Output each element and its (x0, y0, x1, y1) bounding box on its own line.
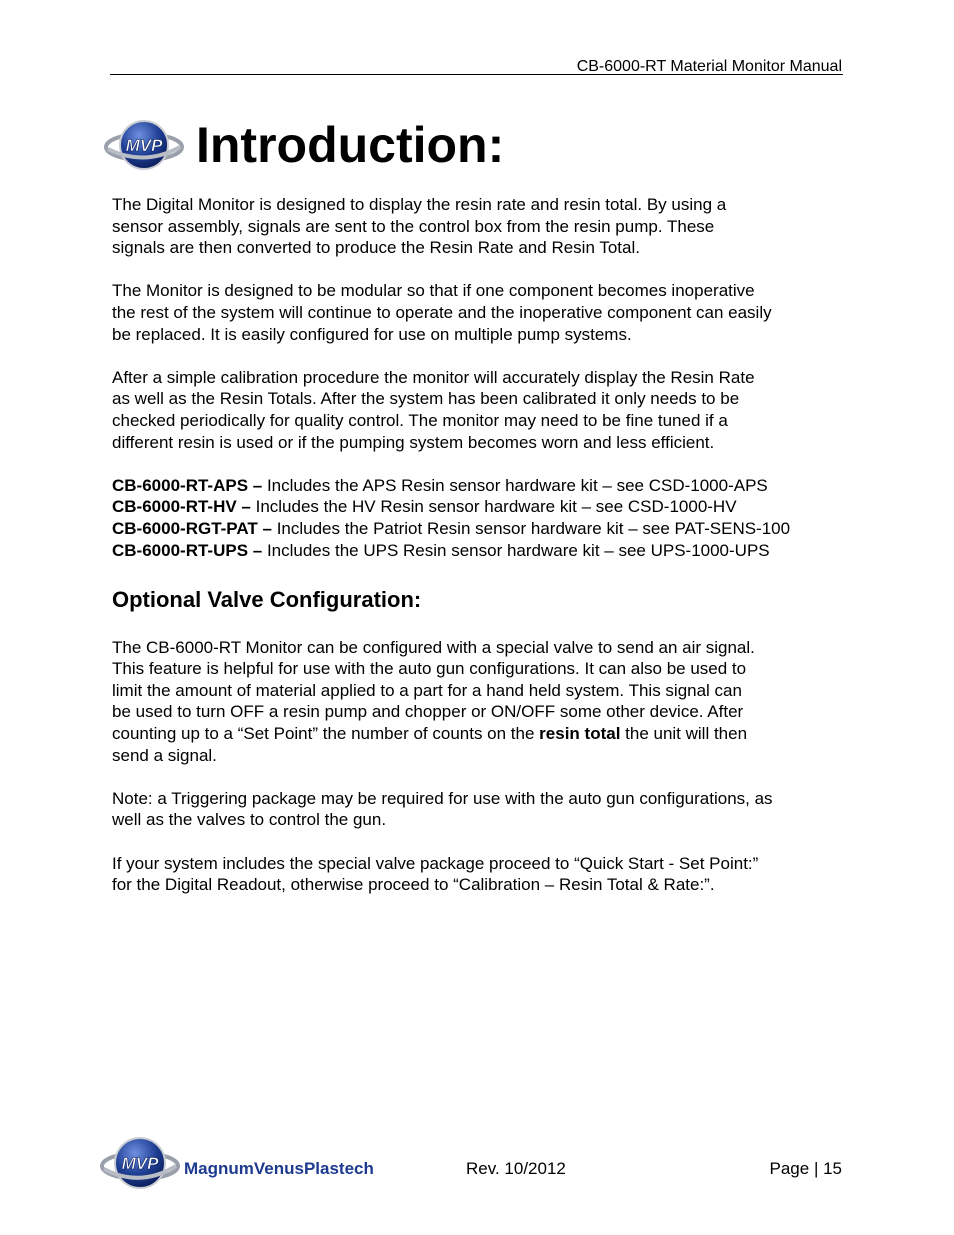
text-line: for the Digital Readout, otherwise proceed to “Calibration – Resin Total & Rate:”. (112, 875, 715, 895)
text-line: sensor assembly, signals are sent to the control box from the resin pump. These (112, 216, 715, 236)
model-description: Includes the Patriot Resin sensor hardware kit – see PAT-SENS-100 (271, 518, 791, 538)
note-paragraph (112, 788, 872, 831)
model-description: Includes the UPS Resin sensor hardware kit – see UPS-1000-UPS (262, 540, 770, 560)
magnum-venus-plastech-logo (100, 1132, 390, 1194)
title-row (104, 112, 504, 178)
text-run: counting up to a “Set Point” the number of counts on the (112, 724, 540, 744)
text-line: After a simple calibration procedure the monitor will accurately display the Resin Rate (112, 367, 755, 387)
logo-badge-text: MVP (125, 136, 163, 155)
model-item (112, 496, 872, 518)
page-title: Introduction: (196, 117, 505, 173)
text-line: be replaced. It is easily configured for use on multiple pump systems. (112, 324, 632, 344)
text-line: checked periodically for quality control. The monitor may need to be fine tuned if a (112, 410, 728, 430)
text-line: send a signal. (112, 745, 217, 765)
intro-paragraph-2 (112, 280, 872, 345)
body-content (112, 194, 872, 917)
page-number: Page | 15 (769, 1159, 842, 1178)
text-line: the rest of the system will continue to operate and the inoperative component can easily (112, 302, 772, 322)
intro-paragraph-1 (112, 194, 872, 259)
section-heading: Optional Valve Configuration: (112, 586, 422, 612)
text-line: The CB-6000-RT Monitor can be configured with a special valve to send an air signal. (112, 637, 755, 657)
model-code: CB-6000-RT-HV – (112, 497, 251, 517)
logo-badge-text: MVP (121, 1154, 159, 1173)
header-rule (110, 74, 843, 75)
text-line: This feature is helpful for use with the auto gun configurations. It can also be used to (112, 659, 747, 679)
model-code: CB-6000-RGT-PAT – (112, 518, 272, 538)
model-description: Includes the HV Resin sensor hardware kit – see CSD-1000-HV (250, 497, 737, 517)
text-line: limit the amount of material applied to a part for a hand held system. This signal can (112, 680, 742, 700)
model-description: Includes the APS Resin sensor hardware kit – see CSD-1000-APS (262, 475, 768, 495)
model-item (112, 475, 872, 497)
intro-paragraph-3 (112, 367, 872, 453)
text-line: The Monitor is designed to be modular so that if one component becomes inoperative (112, 281, 755, 301)
text-line (112, 723, 872, 745)
model-code: CB-6000-RT-UPS – (112, 540, 263, 560)
brand-name-text: MagnumVenusPlastech (184, 1159, 374, 1178)
running-header: CB-6000-RT Material Monitor Manual (576, 58, 842, 75)
text-line: signals are then converted to produce the Resin Rate and Resin Total. (112, 238, 640, 258)
text-line: The Digital Monitor is designed to display the resin rate and resin total. By using a (112, 195, 727, 214)
model-code: CB-6000-RT-APS – (112, 475, 263, 495)
mvp-logo-icon (104, 117, 184, 173)
emphasis-resin-total: resin total (539, 724, 621, 744)
model-item (112, 518, 872, 540)
valve-paragraph (112, 637, 872, 767)
text-run: the unit will then (620, 724, 748, 744)
text-line: as well as the Resin Totals. After the system has been calibrated it only needs to be (112, 389, 740, 409)
model-list (112, 475, 872, 561)
model-item (112, 540, 872, 562)
revision-label: Rev. 10/2012 (466, 1159, 566, 1178)
text-line: well as the valves to control the gun. (112, 810, 387, 830)
text-line: If your system includes the special valve package proceed to “Quick Start - Set Point:” (112, 853, 759, 873)
proceed-paragraph (112, 853, 872, 896)
text-line: be used to turn OFF a resin pump and chopper or ON/OFF some other device. After (112, 702, 744, 722)
text-line: Note: a Triggering package may be required for use with the auto gun configurations, as (112, 788, 773, 808)
text-line: different resin is used or if the pumping system becomes worn and less efficient. (112, 432, 715, 452)
